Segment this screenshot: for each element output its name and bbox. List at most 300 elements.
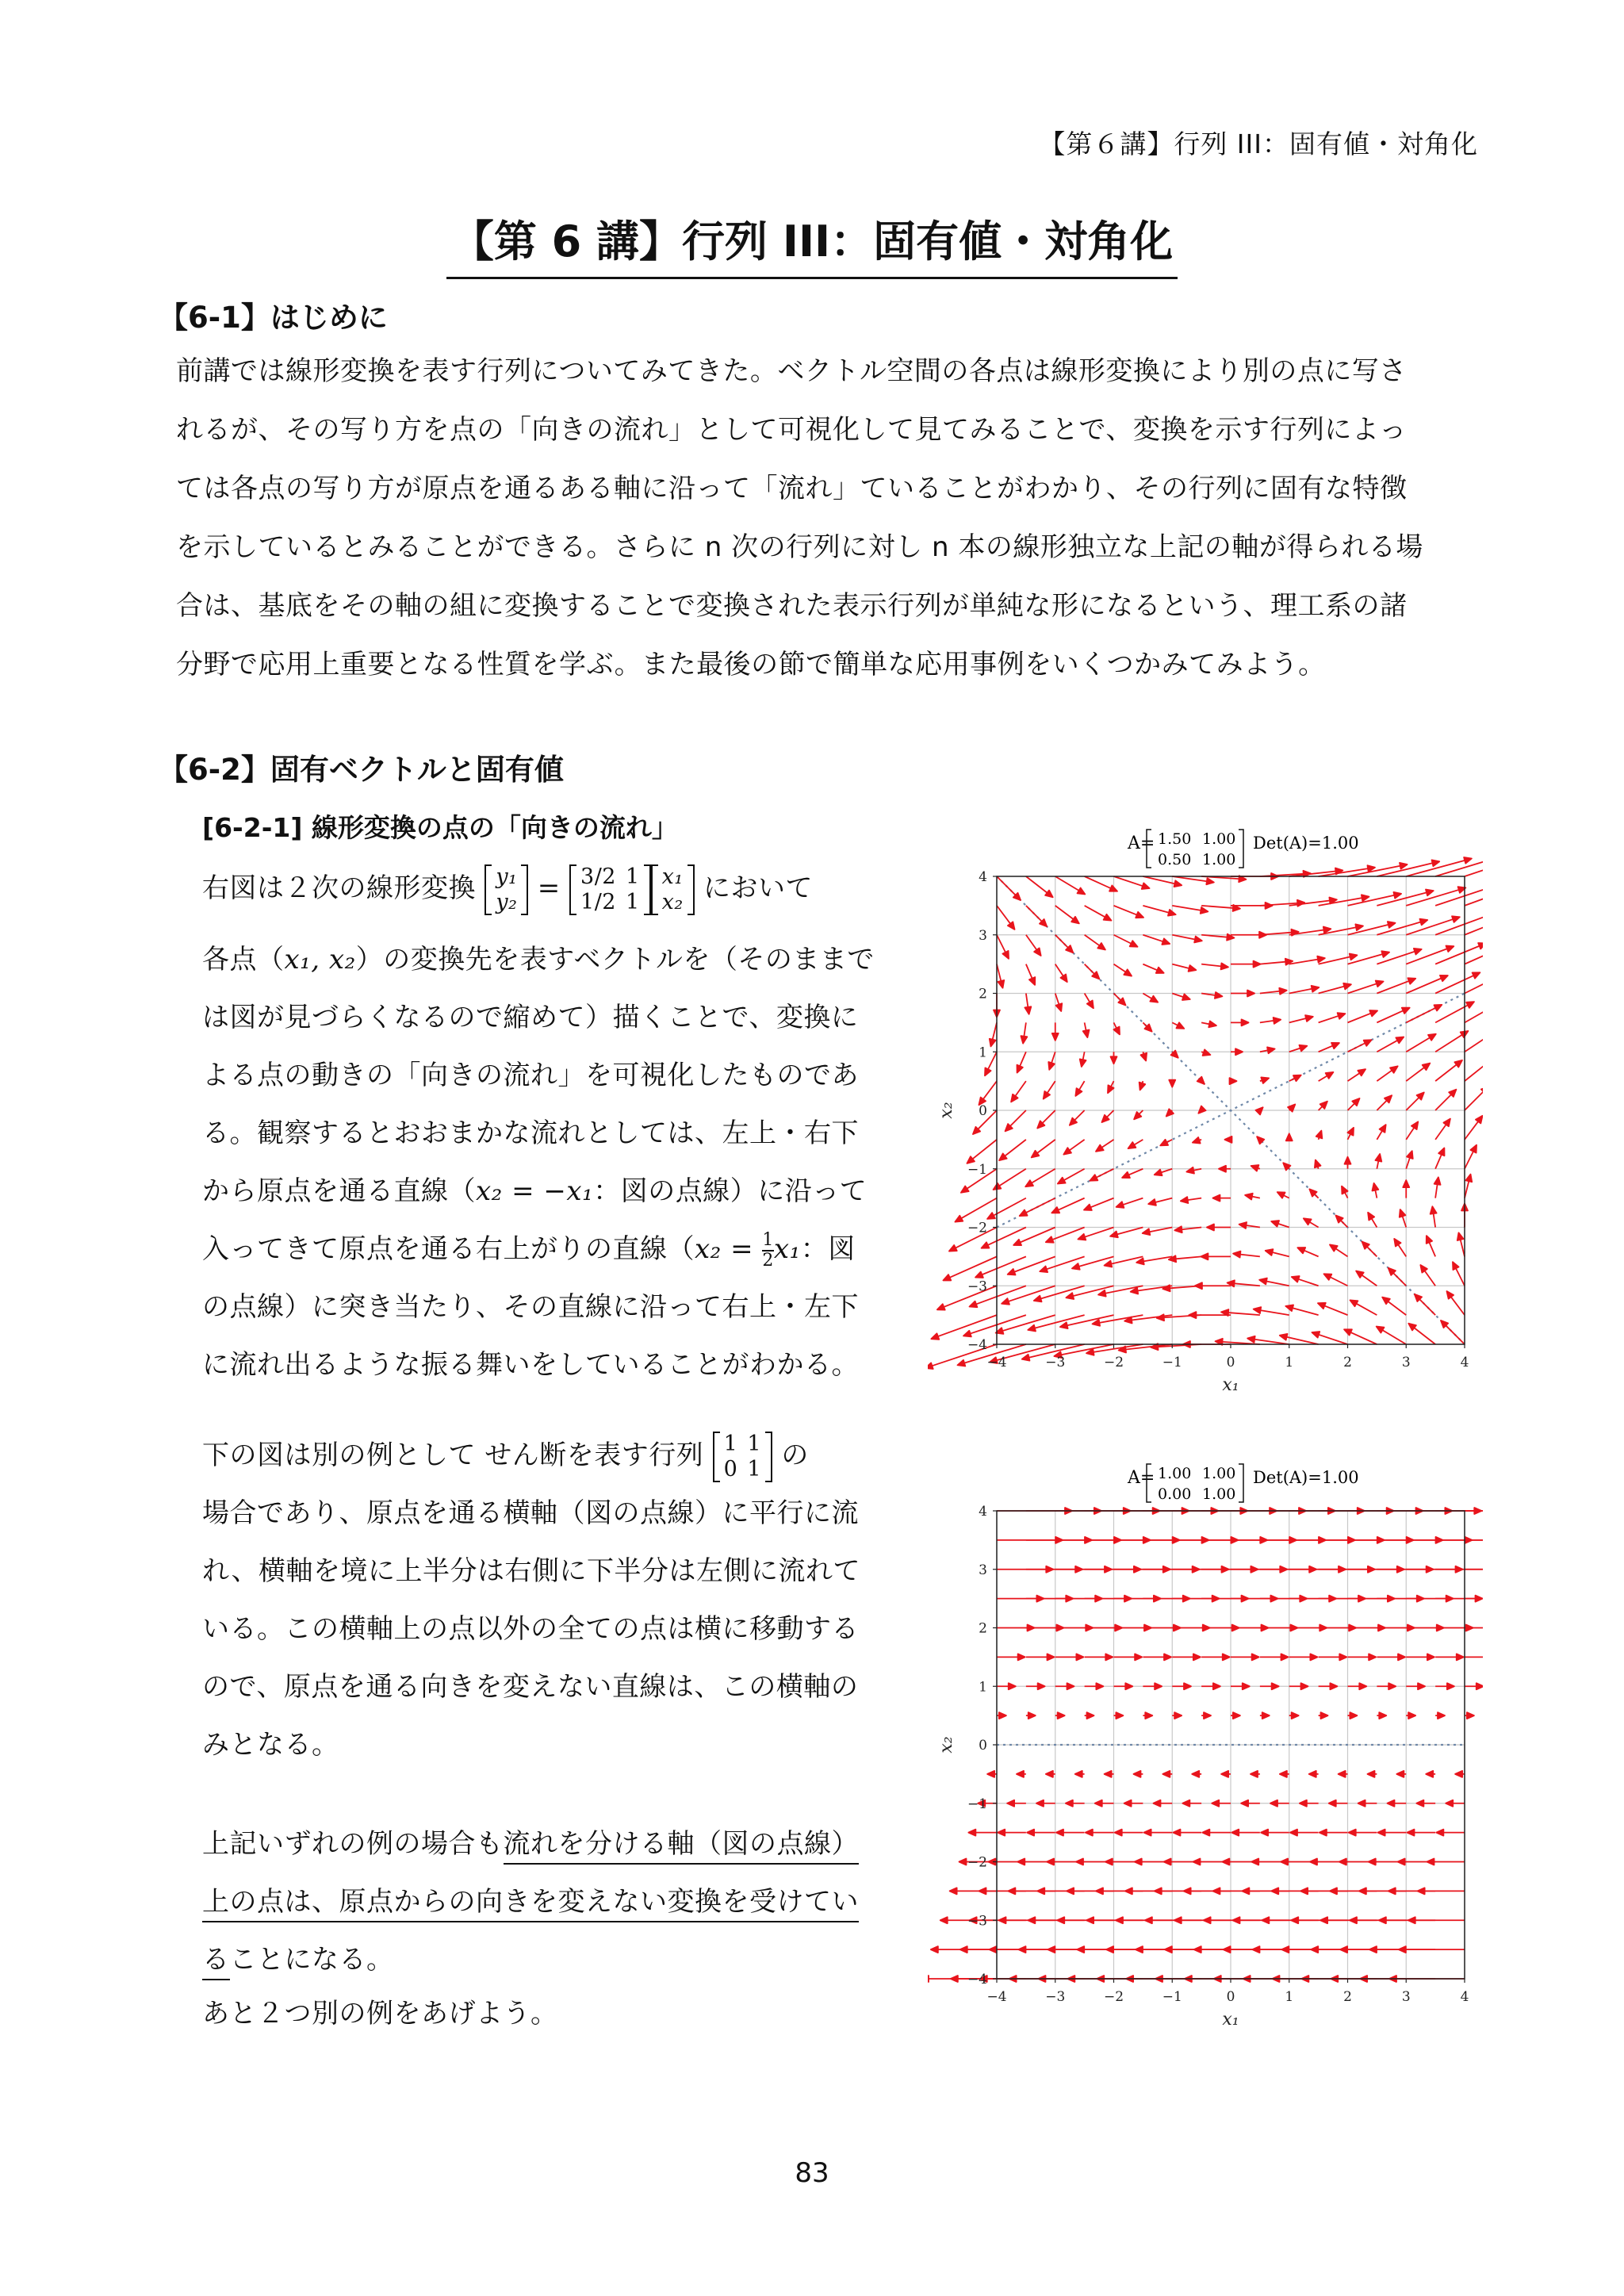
flow-arrow bbox=[1143, 935, 1170, 945]
y-axis-label: x₂ bbox=[936, 1102, 956, 1119]
flow-arrow bbox=[1348, 863, 1408, 876]
flow-arrow bbox=[1026, 906, 1047, 926]
flow-arrow bbox=[968, 1830, 997, 1836]
flow-arrow bbox=[1396, 1771, 1406, 1777]
flow-arrow bbox=[1292, 1276, 1319, 1286]
flow-arrow bbox=[1406, 1151, 1412, 1169]
flow-arrow bbox=[997, 906, 1015, 930]
flow-arrow bbox=[1465, 1145, 1477, 1169]
flow-arrow bbox=[1465, 1712, 1474, 1719]
x-tick-label: −1 bbox=[1162, 1355, 1182, 1370]
flow-arrow bbox=[1329, 1800, 1348, 1807]
y-tick-label: −3 bbox=[967, 1913, 987, 1930]
flow-arrow bbox=[1344, 1329, 1377, 1344]
flow-arrow bbox=[1309, 1189, 1318, 1198]
flow-arrow bbox=[1075, 1771, 1085, 1777]
flow-arrow bbox=[943, 1256, 997, 1280]
flow-arrow bbox=[999, 1140, 1026, 1160]
flow-arrow bbox=[1219, 1166, 1231, 1172]
flow-arrow bbox=[1114, 1683, 1133, 1689]
flow-arrow bbox=[1465, 1654, 1483, 1660]
flow-arrow bbox=[1114, 994, 1126, 1006]
p2-line-1: 下の図は別の例として せん断を表す行列 1 1 0 1 の bbox=[202, 1431, 809, 1481]
flow-arrow bbox=[1388, 1800, 1407, 1807]
y-tick-label: −3 bbox=[967, 1278, 987, 1295]
flow-arrow bbox=[1169, 1255, 1201, 1262]
flow-arrow bbox=[1172, 964, 1196, 972]
flow-arrow bbox=[997, 1654, 1025, 1660]
flow-arrow bbox=[1085, 935, 1105, 950]
flow-arrow bbox=[1221, 1771, 1231, 1777]
flow-arrow bbox=[1172, 1712, 1182, 1719]
flow-arrow bbox=[1085, 1712, 1094, 1719]
flow-arrow bbox=[1037, 1110, 1055, 1129]
flow-arrow bbox=[994, 1169, 1026, 1190]
flow-arrow bbox=[1110, 1228, 1143, 1238]
p1-line-7: 入ってきて原点を通る右上がりの直線（x₂ = $\frac{1}{2}$ x₁：図 bbox=[202, 1229, 856, 1271]
flow-arrow bbox=[1255, 1107, 1262, 1114]
flow-arrow bbox=[1105, 1771, 1114, 1777]
flow-arrow bbox=[1085, 876, 1117, 891]
flow-arrow bbox=[1260, 1018, 1281, 1024]
flow-arrow bbox=[1378, 1830, 1407, 1836]
flow-arrow bbox=[1377, 1066, 1397, 1081]
flow-arrow bbox=[1002, 1286, 1055, 1304]
flow-arrow bbox=[990, 1022, 997, 1046]
flow-arrow bbox=[1172, 994, 1190, 1000]
flow-arrow bbox=[1408, 1830, 1436, 1836]
flow-arrow bbox=[1377, 1326, 1407, 1344]
flow-arrow bbox=[1309, 1771, 1319, 1777]
section-heading-6-2: 【6-2】固有ベクトルと固有値 bbox=[159, 753, 564, 787]
flow-arrow bbox=[1055, 1712, 1065, 1719]
flow-arrow bbox=[1289, 986, 1320, 994]
flow-arrow bbox=[1026, 876, 1053, 897]
flow-arrow bbox=[1026, 1683, 1045, 1689]
flow-arrow bbox=[1026, 1712, 1036, 1719]
flow-arrow bbox=[979, 1081, 997, 1105]
flow-arrow bbox=[1457, 1232, 1465, 1256]
flow-arrow bbox=[1406, 1064, 1430, 1082]
flow-arrow bbox=[1436, 1830, 1465, 1836]
flow-arrow bbox=[1435, 1148, 1444, 1168]
x-tick-label: 1 bbox=[1285, 1989, 1294, 2005]
flow-arrow bbox=[1201, 1683, 1220, 1689]
flow-arrow bbox=[1465, 1087, 1483, 1110]
flow-arrow bbox=[1051, 1198, 1084, 1213]
flow-arrow bbox=[1408, 1917, 1465, 1923]
flow-arrow bbox=[997, 1683, 1016, 1689]
flow-arrow bbox=[1372, 1183, 1378, 1198]
flow-arrow bbox=[1356, 1271, 1377, 1286]
flow-arrow bbox=[1143, 1022, 1151, 1031]
flow-arrow bbox=[1254, 1307, 1289, 1315]
flow-arrow bbox=[1055, 935, 1074, 953]
p1-line-6: から原点を通る直線（x₂ = −x₁：図の点線）に沿って bbox=[202, 1175, 868, 1207]
flow-arrow bbox=[1017, 1052, 1025, 1072]
flow-arrow bbox=[1124, 1800, 1143, 1807]
flow-arrow bbox=[1101, 1110, 1113, 1122]
flow-arrow bbox=[1119, 1344, 1173, 1352]
flow-arrow bbox=[1406, 1121, 1418, 1140]
flow-arrow bbox=[1114, 964, 1132, 976]
flow-arrow bbox=[1017, 1771, 1026, 1777]
flow-arrow bbox=[1348, 981, 1384, 994]
flow-arrow bbox=[1192, 1771, 1201, 1777]
flow-arrow bbox=[1124, 1315, 1172, 1323]
flow-arrow bbox=[1231, 1019, 1249, 1025]
flow-arrow bbox=[1212, 1195, 1231, 1202]
y-tick-label: −1 bbox=[967, 1796, 987, 1812]
body-line: を示しているとみることができる。さらに n 次の行列に対し n 本の線形独立な上記の軸が得られる場 bbox=[176, 531, 1423, 563]
flow-arrow bbox=[1160, 1140, 1172, 1146]
flow-arrow bbox=[1435, 1060, 1462, 1081]
flow-arrow bbox=[1319, 1043, 1339, 1052]
matrix-cell: 1.00 bbox=[1202, 830, 1236, 848]
flow-arrow bbox=[1241, 1800, 1260, 1807]
flow-arrow bbox=[1143, 964, 1163, 973]
p2-line-4: いる。この横軸上の点以外の全ての点は横に移動する bbox=[202, 1613, 859, 1645]
flow-arrow bbox=[1114, 876, 1150, 889]
flow-arrow bbox=[1186, 1167, 1201, 1174]
flow-arrow bbox=[1260, 1654, 1289, 1660]
flow-arrow bbox=[1348, 1010, 1378, 1022]
p3-line-1: 上記いずれの例の場合も流れを分ける軸（図の点線） bbox=[202, 1816, 859, 1872]
matrix-a: 3/2 1 1/2 1 bbox=[569, 864, 651, 915]
flow-arrow bbox=[1319, 1683, 1338, 1689]
flow-arrow bbox=[1085, 964, 1100, 979]
flow-arrow bbox=[1201, 1654, 1230, 1660]
flow-arrow bbox=[1231, 961, 1261, 968]
flow-arrow bbox=[1231, 1712, 1240, 1719]
flow-arrow bbox=[1066, 1800, 1085, 1807]
flow-arrow bbox=[1300, 1800, 1319, 1807]
flow-arrow bbox=[1231, 1048, 1243, 1055]
p1-line-4: よる点の動きの「向きの流れ」を可視化したものであ bbox=[202, 1060, 859, 1091]
flow-arrow bbox=[1259, 1278, 1289, 1286]
flow-arrow bbox=[1182, 1800, 1201, 1807]
flow-arrow bbox=[1172, 1654, 1201, 1660]
x-tick-label: 2 bbox=[1343, 1989, 1352, 2005]
flow-arrow bbox=[1231, 1654, 1259, 1660]
flow-arrow bbox=[1026, 935, 1041, 956]
x-tick-label: −1 bbox=[1162, 1989, 1182, 2005]
flow-arrow bbox=[1083, 1022, 1090, 1037]
flow-arrow bbox=[1055, 994, 1062, 1012]
flow-arrow bbox=[1304, 1218, 1319, 1227]
flow-arrow bbox=[1122, 1169, 1143, 1178]
flow-arrow bbox=[1116, 1198, 1143, 1208]
x-tick-label: 3 bbox=[1401, 1989, 1411, 2005]
y-tick-label: −2 bbox=[967, 1220, 987, 1236]
flow-arrow bbox=[1044, 1081, 1055, 1099]
flow-arrow bbox=[1172, 1683, 1191, 1689]
flow-arrow bbox=[1093, 1315, 1143, 1326]
p3-line-3: ることになる。 bbox=[202, 1932, 394, 1987]
subsection-heading-6-2-1: [6-2-1] 線形変換の点の「向きの流れ」 bbox=[202, 812, 678, 843]
flow-arrow bbox=[1162, 1771, 1172, 1777]
flow-arrow bbox=[1115, 1830, 1143, 1836]
section-heading-6-1: 【6-1】はじめに bbox=[159, 301, 388, 335]
body-line: 合は、基底をその軸の組に変換することで変換された表示行列が単純な形になるという、理工系の諸 bbox=[176, 590, 1408, 622]
flow-arrow bbox=[1078, 1228, 1113, 1240]
flow-arrow bbox=[1245, 1194, 1260, 1200]
flow-arrow bbox=[1377, 1008, 1409, 1023]
flow-arrow bbox=[1420, 1265, 1435, 1286]
flow-arrow bbox=[1201, 1712, 1211, 1719]
p2-line-6: みとなる。 bbox=[202, 1729, 339, 1761]
flow-arrow bbox=[1113, 1022, 1120, 1034]
flow-arrow bbox=[1114, 1712, 1124, 1719]
flow-arrow bbox=[1172, 906, 1208, 914]
flow-arrow bbox=[1114, 906, 1144, 918]
flow-arrow bbox=[1231, 991, 1254, 997]
flow-arrow bbox=[1319, 895, 1369, 906]
flow-arrow bbox=[1261, 1830, 1289, 1836]
flow-arrow bbox=[1025, 1169, 1055, 1187]
flow-arrow bbox=[1195, 1282, 1231, 1289]
x-axis-label: x₁ bbox=[1222, 2010, 1239, 2030]
p1-line-1: 右図は２次の線形変換 y₁ y₂ = 3/2 1 1/2 1 x₁ x₂ において bbox=[202, 864, 814, 914]
flow-arrow bbox=[1348, 1069, 1366, 1081]
flow-arrow bbox=[1330, 1244, 1348, 1256]
flow-arrow bbox=[1139, 1081, 1146, 1090]
x-tick-label: 0 bbox=[1226, 1355, 1235, 1370]
flow-arrow bbox=[1020, 1198, 1055, 1217]
flow-arrow bbox=[1058, 1169, 1085, 1184]
flow-arrow bbox=[1154, 1800, 1173, 1807]
flow-arrow bbox=[1427, 1859, 1465, 1865]
flow-arrow bbox=[1134, 1771, 1143, 1777]
flow-arrow bbox=[1085, 994, 1094, 1009]
flow-arrow bbox=[1289, 898, 1337, 906]
flow-arrow bbox=[1111, 1052, 1117, 1064]
flow-arrow bbox=[1406, 1034, 1436, 1052]
flow-arrow bbox=[1055, 876, 1086, 895]
y-tick-label: 0 bbox=[979, 1103, 987, 1119]
flow-arrow bbox=[1399, 1946, 1465, 1953]
flow-arrow bbox=[1431, 1206, 1437, 1227]
flow-arrow bbox=[1377, 1125, 1385, 1140]
flow-arrow bbox=[1446, 1291, 1465, 1315]
y-tick-label: −2 bbox=[967, 1854, 987, 1871]
flow-arrow bbox=[1011, 1081, 1026, 1102]
flow-arrow bbox=[1289, 868, 1343, 876]
flow-arrow bbox=[1181, 1197, 1201, 1203]
flow-arrow bbox=[1169, 1080, 1175, 1087]
flow-arrow bbox=[1148, 1198, 1172, 1205]
flow-arrow bbox=[997, 1712, 1006, 1719]
flow-arrow bbox=[1201, 963, 1228, 969]
flow-arrow bbox=[1260, 1712, 1270, 1719]
p1-line-8: の点線）に突き当たり、その直線に沿って右上・左下 bbox=[202, 1291, 859, 1323]
flow-arrow bbox=[1315, 1159, 1321, 1168]
flow-arrow bbox=[1406, 1092, 1424, 1110]
flow-arrow bbox=[1143, 994, 1158, 1002]
flow-arrow bbox=[1426, 1771, 1435, 1777]
flow-arrow bbox=[1319, 983, 1351, 994]
flow-arrow bbox=[1270, 1800, 1289, 1807]
flow-arrow bbox=[1025, 994, 1031, 1014]
flow-arrow bbox=[1231, 1683, 1250, 1689]
flow-arrow bbox=[1435, 1031, 1468, 1052]
flow-arrow bbox=[1435, 943, 1483, 964]
p1-line-5: る。観察するとおおまかな流れとしては、左上・右下 bbox=[202, 1117, 859, 1149]
p3-line-2: 上の点は、原点からの向きを変えない変換を受けてい bbox=[202, 1874, 859, 1930]
flow-arrow bbox=[1085, 906, 1112, 921]
flow-arrow bbox=[1260, 1683, 1279, 1689]
x-tick-label: 1 bbox=[1285, 1355, 1294, 1370]
flow-arrow bbox=[1070, 1110, 1085, 1125]
flow-arrow bbox=[1406, 1712, 1415, 1719]
flow-arrow bbox=[1280, 1334, 1319, 1344]
matrix-cell: 1.50 bbox=[1158, 830, 1192, 848]
flow-arrow bbox=[1201, 1021, 1216, 1027]
flow-arrow bbox=[1388, 1268, 1407, 1286]
flow-arrow bbox=[1134, 1110, 1143, 1119]
p3-line-4: あと２つ別の例をあげよう。 bbox=[202, 1998, 558, 2030]
body-line: 分野で応用上重要となる性質を学ぶ。また最後の節で簡単な応用事例をいくつかみてみよう。 bbox=[176, 649, 1326, 680]
flow-arrow bbox=[1339, 1771, 1348, 1777]
flow-arrow bbox=[1434, 1177, 1441, 1198]
flow-arrow bbox=[1172, 1022, 1184, 1029]
flow-arrow bbox=[1143, 876, 1182, 887]
p2-line-5: ので、原点を通る向きを変えない直線は、この横軸の bbox=[202, 1671, 859, 1703]
flow-arrow bbox=[1446, 1800, 1465, 1807]
flow-arrow bbox=[1114, 1654, 1143, 1660]
flow-arrow bbox=[1285, 1305, 1318, 1315]
y-tick-label: 1 bbox=[979, 1045, 987, 1061]
flow-chart-matrix-a bbox=[928, 817, 1483, 1396]
flow-arrow bbox=[1348, 1712, 1358, 1719]
flow-arrow bbox=[1465, 1175, 1472, 1198]
flow-arrow bbox=[1348, 1683, 1367, 1689]
flow-arrow bbox=[1377, 1095, 1392, 1110]
flow-arrow bbox=[1435, 1654, 1464, 1660]
flow-arrow bbox=[1453, 1262, 1465, 1286]
flow-arrow bbox=[1377, 1712, 1386, 1719]
flow-arrow bbox=[1435, 1712, 1445, 1719]
x-tick-label: −3 bbox=[1045, 1355, 1066, 1370]
flow-arrow bbox=[1377, 1654, 1405, 1660]
flow-arrow bbox=[1144, 1830, 1173, 1836]
y-tick-label: 4 bbox=[979, 869, 987, 885]
matrix-cell: 1.00 bbox=[1202, 851, 1236, 868]
flow-arrow bbox=[1055, 1654, 1084, 1660]
flow-arrow bbox=[1086, 1344, 1143, 1355]
flow-arrow bbox=[1345, 1157, 1351, 1169]
x-tick-label: −4 bbox=[986, 1355, 1007, 1370]
flow-arrow bbox=[1415, 1294, 1435, 1315]
flow-arrow bbox=[1136, 1256, 1172, 1264]
flow-arrow bbox=[1233, 1251, 1260, 1258]
flow-arrow bbox=[1084, 1198, 1114, 1210]
flow-arrow bbox=[1212, 1800, 1231, 1807]
flow-arrow bbox=[1095, 1800, 1114, 1807]
flow-arrow bbox=[1032, 1140, 1055, 1158]
flow-arrow bbox=[975, 1256, 1026, 1278]
p1-line-3: は図が見づらくなるので縮めて）描くことで、変換に bbox=[202, 1002, 859, 1033]
flow-arrow bbox=[1362, 1242, 1377, 1257]
flow-arrow bbox=[1096, 1140, 1114, 1152]
flow-arrow bbox=[1408, 1324, 1435, 1344]
flow-arrow bbox=[1318, 1303, 1348, 1315]
flow-arrow bbox=[1435, 1683, 1454, 1689]
flow-arrow bbox=[1319, 1712, 1328, 1719]
flow-arrow bbox=[1143, 906, 1175, 916]
body-line: 前講では線形変換を表す行列についてみてきた。ベクトル空間の各点は線形変換により別の点に写さ bbox=[176, 355, 1407, 387]
page-title-text: 【第 6 講】行列 III：固有値・対角化 bbox=[446, 208, 1178, 279]
flow-arrow bbox=[1297, 1248, 1318, 1256]
flow-arrow bbox=[1046, 1771, 1055, 1777]
p1-line-9: に流れ出るような振る舞いをしていることがわかる。 bbox=[202, 1349, 859, 1381]
flow-arrow bbox=[1316, 1131, 1323, 1140]
flow-arrow bbox=[1348, 1654, 1377, 1660]
flow-arrow bbox=[1052, 1022, 1059, 1041]
flow-arrow bbox=[1435, 1119, 1450, 1140]
flow-arrow bbox=[1207, 1225, 1231, 1231]
flow-arrow bbox=[987, 1771, 997, 1777]
flow-arrow bbox=[1286, 1133, 1293, 1140]
flow-arrow bbox=[1465, 1596, 1483, 1602]
flow-arrow bbox=[1026, 964, 1035, 985]
flow-arrow bbox=[1063, 1140, 1084, 1155]
flow-arrow bbox=[1202, 1830, 1231, 1836]
flow-arrow bbox=[1368, 1213, 1377, 1228]
flow-arrow bbox=[1289, 1683, 1308, 1689]
flow-arrow bbox=[1257, 1137, 1264, 1144]
flow-arrow bbox=[1055, 1683, 1074, 1689]
flow-arrow bbox=[1406, 1683, 1425, 1689]
flow-arrow bbox=[1143, 1683, 1162, 1689]
flow-arrow bbox=[1055, 906, 1079, 924]
flow-arrow bbox=[1007, 1800, 1026, 1807]
flow-arrow bbox=[1416, 1800, 1435, 1807]
flow-arrow bbox=[1368, 1771, 1377, 1777]
flow-arrow bbox=[1320, 1830, 1348, 1836]
fraction-half: $\frac{1}{2}$ bbox=[762, 1229, 774, 1271]
flow-arrow bbox=[1350, 1300, 1377, 1315]
flow-arrow bbox=[967, 1140, 997, 1163]
flow-arrow bbox=[1382, 1297, 1406, 1316]
flow-arrow bbox=[1358, 1800, 1377, 1807]
flow-arrow bbox=[1435, 1090, 1456, 1110]
flow-arrow bbox=[1375, 1154, 1381, 1169]
flow-arrow bbox=[1349, 1830, 1377, 1836]
flow-arrow bbox=[1221, 1309, 1260, 1316]
flow-arrow bbox=[1143, 1654, 1171, 1660]
flow-arrow bbox=[1348, 1040, 1372, 1052]
flow-arrow bbox=[1406, 916, 1460, 934]
matrix-cell: 0.50 bbox=[1158, 851, 1192, 868]
flow-arrow bbox=[1465, 1683, 1483, 1689]
flow-arrow bbox=[1260, 1077, 1269, 1083]
flow-arrow bbox=[1140, 1052, 1147, 1060]
flow-arrow bbox=[1172, 935, 1202, 943]
flow-arrow bbox=[1085, 1654, 1113, 1660]
flow-arrow bbox=[1406, 1005, 1442, 1023]
p2-line-2: 場合であり、原点を通る横軸（図の点線）に平行に流 bbox=[202, 1497, 859, 1529]
flow-arrow bbox=[1056, 1830, 1085, 1836]
x-tick-label: 0 bbox=[1226, 1989, 1235, 2005]
chart-det-label: Det(A)=1.00 bbox=[1253, 1468, 1359, 1487]
flow-arrow bbox=[1266, 1249, 1289, 1256]
flow-arrow bbox=[1377, 919, 1427, 935]
x-tick-label: 3 bbox=[1401, 1355, 1411, 1370]
page-number: 83 bbox=[795, 2157, 829, 2189]
flow-arrow bbox=[1114, 935, 1138, 947]
flow-arrow bbox=[1319, 1102, 1327, 1110]
